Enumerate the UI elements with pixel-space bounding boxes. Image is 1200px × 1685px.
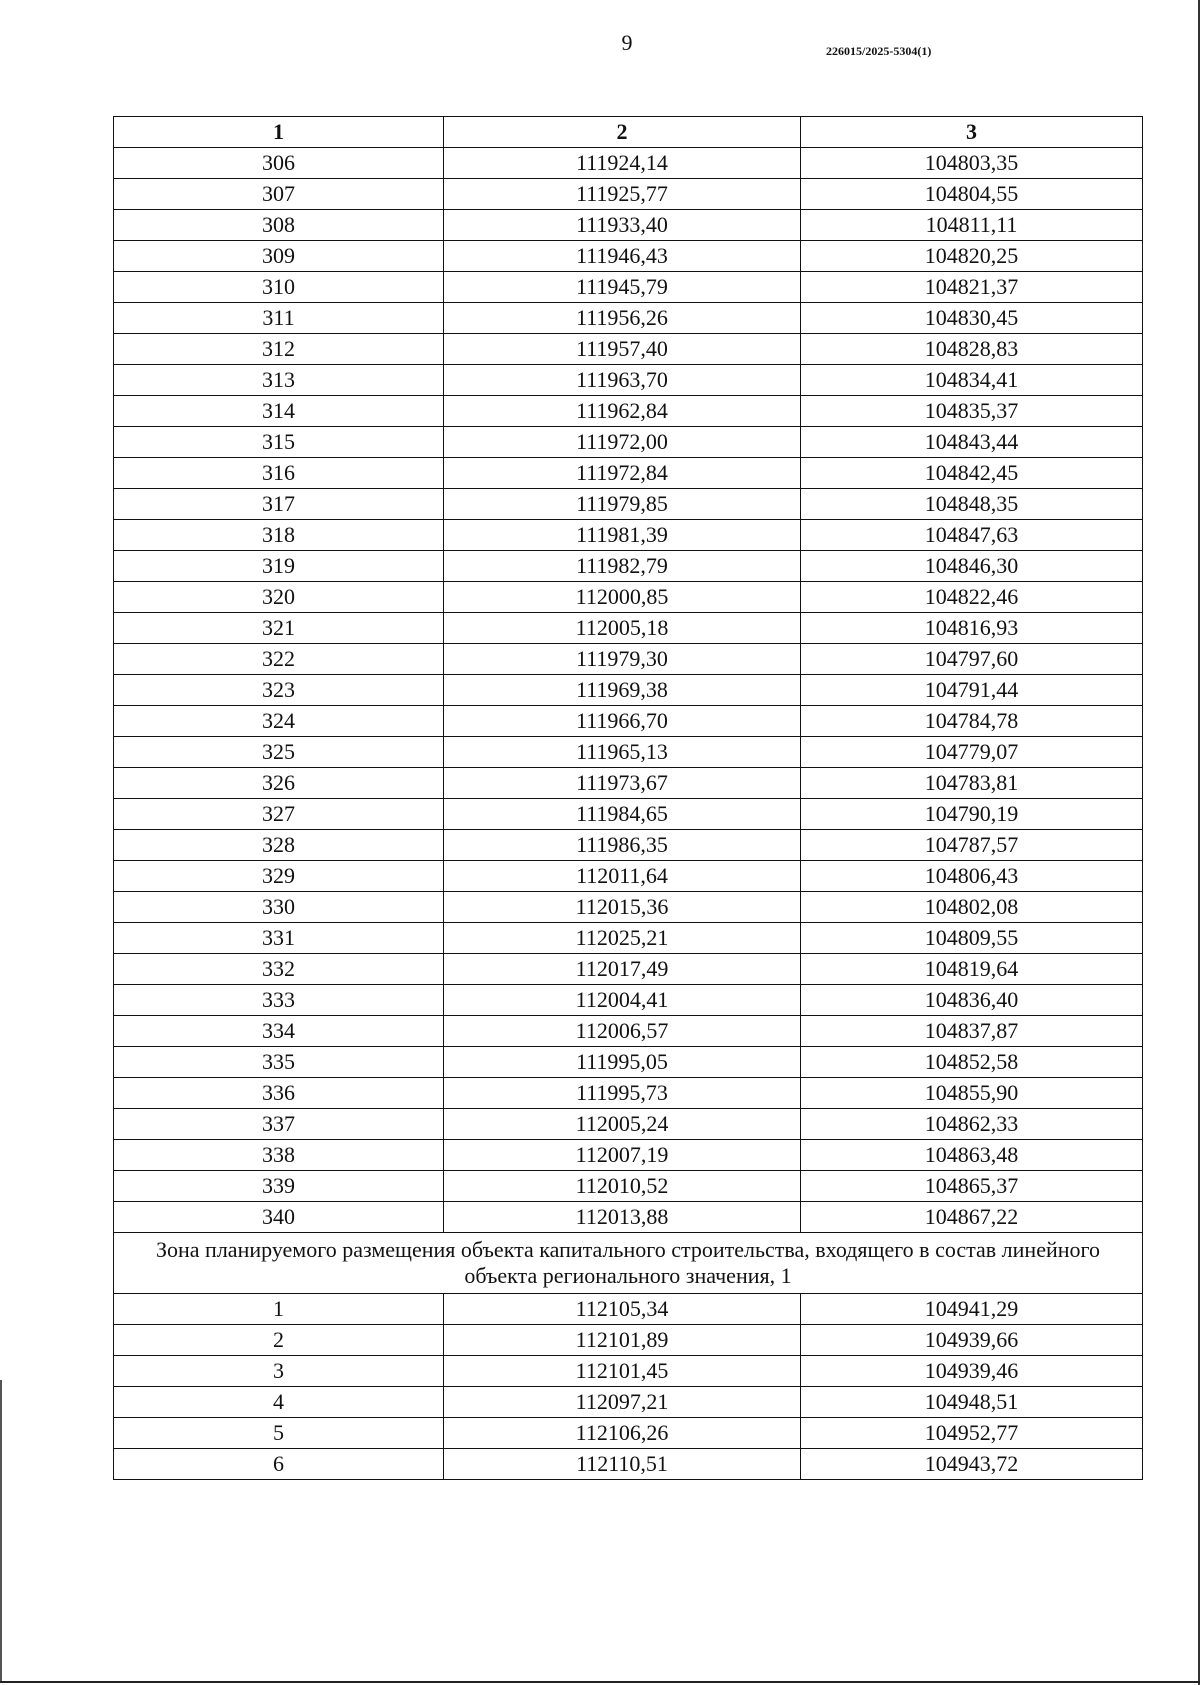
- point-number-cell: 313: [114, 365, 444, 396]
- x-coordinate-cell: 112013,88: [444, 1202, 801, 1233]
- point-number-cell: 320: [114, 582, 444, 613]
- x-coordinate-cell: 111979,30: [444, 644, 801, 675]
- y-coordinate-cell: 104836,40: [801, 985, 1143, 1016]
- y-coordinate-cell: 104779,07: [801, 737, 1143, 768]
- table-row: [114, 1294, 1143, 1325]
- x-coordinate-cell: 112005,18: [444, 613, 801, 644]
- x-coordinate-cell: 111957,40: [444, 334, 801, 365]
- y-coordinate-cell: 104863,48: [801, 1140, 1143, 1171]
- x-coordinate-cell: 112011,64: [444, 861, 801, 892]
- point-number-cell: 324: [114, 706, 444, 737]
- y-coordinate-cell: 104822,46: [801, 582, 1143, 613]
- table-row: [114, 427, 1143, 458]
- point-number-cell: 337: [114, 1109, 444, 1140]
- table-row: [114, 303, 1143, 334]
- y-coordinate-cell: 104783,81: [801, 768, 1143, 799]
- point-number-cell: 327: [114, 799, 444, 830]
- x-coordinate-cell: 111986,35: [444, 830, 801, 861]
- x-coordinate-cell: 111945,79: [444, 272, 801, 303]
- x-coordinate-cell: 111973,67: [444, 768, 801, 799]
- table-row: [114, 892, 1143, 923]
- point-number-cell: 312: [114, 334, 444, 365]
- table-row: [114, 148, 1143, 179]
- y-coordinate-cell: 104843,44: [801, 427, 1143, 458]
- table-row: [114, 1016, 1143, 1047]
- table-row: [114, 489, 1143, 520]
- x-coordinate-cell: 112007,19: [444, 1140, 801, 1171]
- table-row: [114, 1171, 1143, 1202]
- table-row: [114, 923, 1143, 954]
- x-coordinate-cell: 112097,21: [444, 1387, 801, 1418]
- table-row: [114, 985, 1143, 1016]
- table-section: [114, 1233, 1143, 1294]
- column-header-3: 3: [801, 117, 1143, 148]
- y-coordinate-cell: 104939,46: [801, 1356, 1143, 1387]
- point-number-cell: 335: [114, 1047, 444, 1078]
- x-coordinate-cell: 111956,26: [444, 303, 801, 334]
- column-header-1: 1: [114, 117, 444, 148]
- table-body-part1: [114, 148, 1143, 1233]
- point-number-cell: 336: [114, 1078, 444, 1109]
- point-number-cell: 319: [114, 551, 444, 582]
- section-caption-row: [114, 1233, 1143, 1294]
- table-row: [114, 1418, 1143, 1449]
- table-row: [114, 861, 1143, 892]
- y-coordinate-cell: 104835,37: [801, 396, 1143, 427]
- table-row: [114, 954, 1143, 985]
- y-coordinate-cell: 104855,90: [801, 1078, 1143, 1109]
- x-coordinate-cell: 112101,45: [444, 1356, 801, 1387]
- point-number-cell: 332: [114, 954, 444, 985]
- table-row: [114, 1449, 1143, 1480]
- y-coordinate-cell: 104848,35: [801, 489, 1143, 520]
- y-coordinate-cell: 104821,37: [801, 272, 1143, 303]
- point-number-cell: 325: [114, 737, 444, 768]
- point-number-cell: 339: [114, 1171, 444, 1202]
- point-number-cell: 338: [114, 1140, 444, 1171]
- y-coordinate-cell: 104806,43: [801, 861, 1143, 892]
- y-coordinate-cell: 104941,29: [801, 1294, 1143, 1325]
- x-coordinate-cell: 111984,65: [444, 799, 801, 830]
- x-coordinate-cell: 111969,38: [444, 675, 801, 706]
- x-coordinate-cell: 112105,34: [444, 1294, 801, 1325]
- x-coordinate-cell: 111933,40: [444, 210, 801, 241]
- y-coordinate-cell: 104820,25: [801, 241, 1143, 272]
- y-coordinate-cell: 104852,58: [801, 1047, 1143, 1078]
- point-number-cell: 310: [114, 272, 444, 303]
- column-header-2: 2: [444, 117, 801, 148]
- x-coordinate-cell: 112015,36: [444, 892, 801, 923]
- table-row: [114, 644, 1143, 675]
- x-coordinate-cell: 111963,70: [444, 365, 801, 396]
- y-coordinate-cell: 104816,93: [801, 613, 1143, 644]
- table-row: [114, 210, 1143, 241]
- table-row: [114, 1109, 1143, 1140]
- table-row: [114, 613, 1143, 644]
- x-coordinate-cell: 112025,21: [444, 923, 801, 954]
- table-row: [114, 458, 1143, 489]
- document-code: 226015/2025-5304(1): [826, 44, 932, 58]
- x-coordinate-cell: 112004,41: [444, 985, 801, 1016]
- table-row: [114, 272, 1143, 303]
- table-row: [114, 520, 1143, 551]
- scan-frame-left: [0, 1380, 2, 1683]
- y-coordinate-cell: 104939,66: [801, 1325, 1143, 1356]
- table-row: [114, 1140, 1143, 1171]
- x-coordinate-cell: 111966,70: [444, 706, 801, 737]
- point-number-cell: 333: [114, 985, 444, 1016]
- x-coordinate-cell: 111924,14: [444, 148, 801, 179]
- x-coordinate-cell: 111925,77: [444, 179, 801, 210]
- point-number-cell: 334: [114, 1016, 444, 1047]
- x-coordinate-cell: 111962,84: [444, 396, 801, 427]
- table-row: [114, 241, 1143, 272]
- table-row: [114, 1325, 1143, 1356]
- table-row: [114, 1387, 1143, 1418]
- point-number-cell: 317: [114, 489, 444, 520]
- point-number-cell: 5: [114, 1418, 444, 1449]
- y-coordinate-cell: 104846,30: [801, 551, 1143, 582]
- x-coordinate-cell: 112000,85: [444, 582, 801, 613]
- point-number-cell: 4: [114, 1387, 444, 1418]
- y-coordinate-cell: 104834,41: [801, 365, 1143, 396]
- table-body-part2: [114, 1294, 1143, 1480]
- y-coordinate-cell: 104790,19: [801, 799, 1143, 830]
- table-row: [114, 582, 1143, 613]
- coordinates-table: [113, 116, 1143, 1480]
- table-row: [114, 768, 1143, 799]
- table-row: [114, 675, 1143, 706]
- y-coordinate-cell: 104797,60: [801, 644, 1143, 675]
- table-row: [114, 830, 1143, 861]
- y-coordinate-cell: 104847,63: [801, 520, 1143, 551]
- x-coordinate-cell: 112006,57: [444, 1016, 801, 1047]
- point-number-cell: 316: [114, 458, 444, 489]
- x-coordinate-cell: 111972,84: [444, 458, 801, 489]
- point-number-cell: 6: [114, 1449, 444, 1480]
- y-coordinate-cell: 104819,64: [801, 954, 1143, 985]
- point-number-cell: 314: [114, 396, 444, 427]
- point-number-cell: 318: [114, 520, 444, 551]
- y-coordinate-cell: 104865,37: [801, 1171, 1143, 1202]
- point-number-cell: 323: [114, 675, 444, 706]
- x-coordinate-cell: 112010,52: [444, 1171, 801, 1202]
- y-coordinate-cell: 104804,55: [801, 179, 1143, 210]
- point-number-cell: 326: [114, 768, 444, 799]
- x-coordinate-cell: 111946,43: [444, 241, 801, 272]
- y-coordinate-cell: 104828,83: [801, 334, 1143, 365]
- y-coordinate-cell: 104837,87: [801, 1016, 1143, 1047]
- x-coordinate-cell: 111979,85: [444, 489, 801, 520]
- y-coordinate-cell: 104952,77: [801, 1418, 1143, 1449]
- x-coordinate-cell: 111972,00: [444, 427, 801, 458]
- point-number-cell: 315: [114, 427, 444, 458]
- point-number-cell: 3: [114, 1356, 444, 1387]
- point-number-cell: 321: [114, 613, 444, 644]
- point-number-cell: 309: [114, 241, 444, 272]
- point-number-cell: 328: [114, 830, 444, 861]
- section-caption: Зона планируемого размещения объекта капитального строительства, входящего в состав линейного объекта регионального значения, 1: [114, 1233, 1143, 1294]
- y-coordinate-cell: 104803,35: [801, 148, 1143, 179]
- point-number-cell: 329: [114, 861, 444, 892]
- table-row: [114, 706, 1143, 737]
- y-coordinate-cell: 104809,55: [801, 923, 1143, 954]
- table-row: [114, 737, 1143, 768]
- y-coordinate-cell: 104811,11: [801, 210, 1143, 241]
- y-coordinate-cell: 104787,57: [801, 830, 1143, 861]
- y-coordinate-cell: 104862,33: [801, 1109, 1143, 1140]
- table-row: [114, 1356, 1143, 1387]
- point-number-cell: 340: [114, 1202, 444, 1233]
- y-coordinate-cell: 104842,45: [801, 458, 1143, 489]
- y-coordinate-cell: 104830,45: [801, 303, 1143, 334]
- point-number-cell: 307: [114, 179, 444, 210]
- point-number-cell: 322: [114, 644, 444, 675]
- y-coordinate-cell: 104943,72: [801, 1449, 1143, 1480]
- x-coordinate-cell: 112005,24: [444, 1109, 801, 1140]
- point-number-cell: 1: [114, 1294, 444, 1325]
- point-number-cell: 308: [114, 210, 444, 241]
- x-coordinate-cell: 112017,49: [444, 954, 801, 985]
- scan-frame-bottom: [0, 1681, 1200, 1683]
- point-number-cell: 2: [114, 1325, 444, 1356]
- table-row: [114, 396, 1143, 427]
- point-number-cell: 330: [114, 892, 444, 923]
- table-row: [114, 1078, 1143, 1109]
- table-header-row: [114, 117, 1143, 148]
- point-number-cell: 306: [114, 148, 444, 179]
- x-coordinate-cell: 111981,39: [444, 520, 801, 551]
- y-coordinate-cell: 104784,78: [801, 706, 1143, 737]
- x-coordinate-cell: 112101,89: [444, 1325, 801, 1356]
- table-row: [114, 1047, 1143, 1078]
- y-coordinate-cell: 104802,08: [801, 892, 1143, 923]
- table-row: [114, 551, 1143, 582]
- x-coordinate-cell: 112110,51: [444, 1449, 801, 1480]
- x-coordinate-cell: 112106,26: [444, 1418, 801, 1449]
- y-coordinate-cell: 104867,22: [801, 1202, 1143, 1233]
- x-coordinate-cell: 111995,05: [444, 1047, 801, 1078]
- x-coordinate-cell: 111995,73: [444, 1078, 801, 1109]
- x-coordinate-cell: 111982,79: [444, 551, 801, 582]
- y-coordinate-cell: 104791,44: [801, 675, 1143, 706]
- table-row: [114, 799, 1143, 830]
- y-coordinate-cell: 104948,51: [801, 1387, 1143, 1418]
- table-row: [114, 365, 1143, 396]
- table-row: [114, 1202, 1143, 1233]
- point-number-cell: 311: [114, 303, 444, 334]
- x-coordinate-cell: 111965,13: [444, 737, 801, 768]
- table-row: [114, 179, 1143, 210]
- page-number: 9: [621, 30, 633, 55]
- point-number-cell: 331: [114, 923, 444, 954]
- table-row: [114, 334, 1143, 365]
